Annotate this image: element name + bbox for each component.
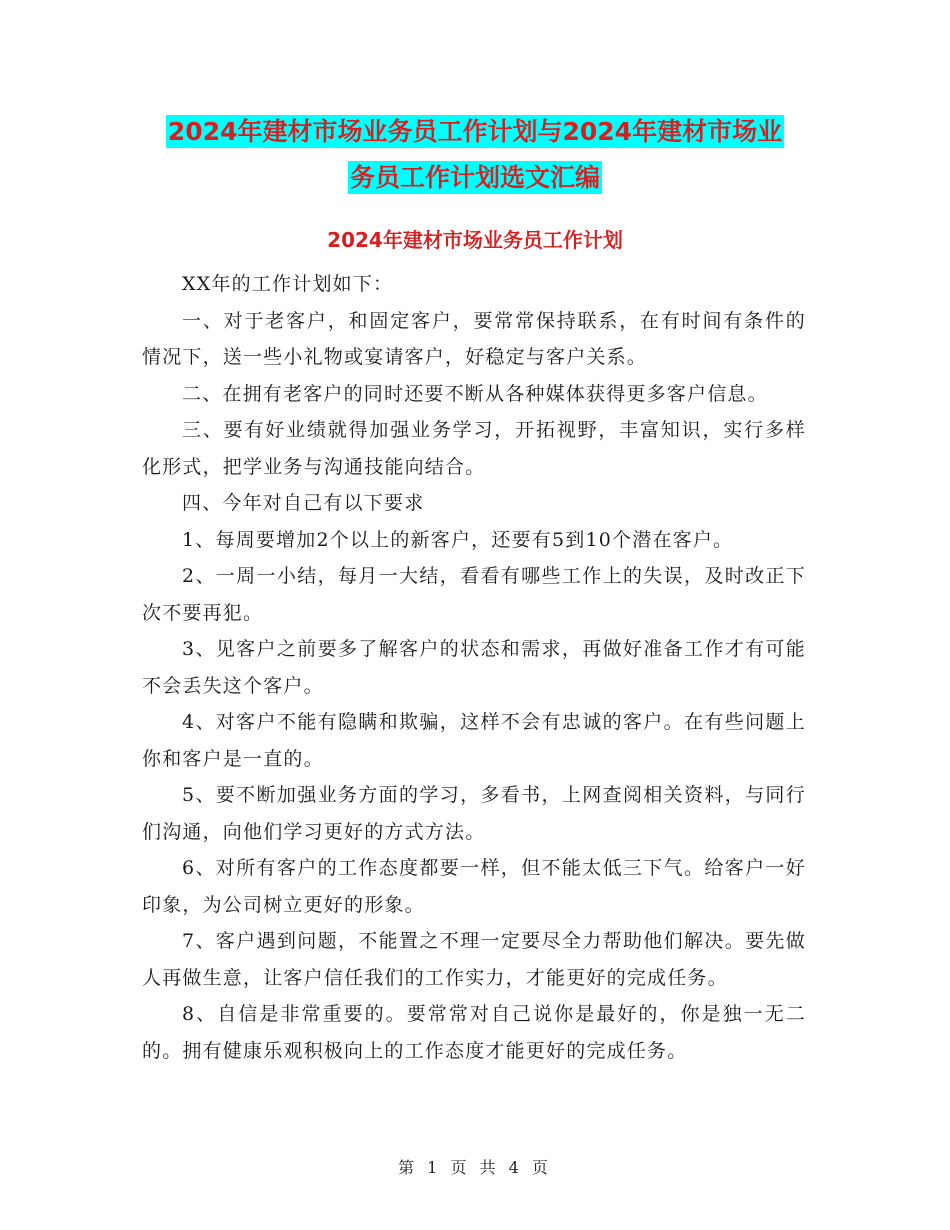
section-title: 2024年建材市场业务员工作计划 [327, 228, 623, 252]
title-highlight-2: 务员工作计划选文汇编 [349, 163, 600, 192]
paragraph: 四、今年对自己有以下要求 [182, 492, 425, 514]
paragraph: 一、对于老客户，和固定客户，要常常保持联系，在有时间有条件的情况下，送一些小礼物或宴请客户，好稳定与客户关系。 [142, 309, 806, 368]
list-item: 2、一周一小结，每月一大结，看看有哪些工作上的失误，及时改正下次不要再犯。 [142, 565, 806, 624]
list-item: 4、对客户不能有隐瞒和欺骗，这样不会有忠诚的客户。在有些问题上你和客户是一直的。 [142, 711, 806, 770]
list-item: 5、要不断加强业务方面的学习，多看书，上网查阅相关资料，与同行们沟通，向他们学习更好的方式方法。 [142, 784, 806, 843]
list-item: 8、自信是非常重要的。要常常对自己说你是最好的，你是独一无二的。拥有健康乐观积极向上的工作态度才能更好的完成任务。 [142, 1003, 806, 1062]
document-body [142, 266, 806, 1069]
document-title-line-2 [0, 158, 950, 194]
list-item: 6、对所有客户的工作态度都要一样，但不能太低三下气。给客户一好印象，为公司树立更好的形象。 [142, 857, 806, 916]
document-title-line-1 [0, 112, 950, 148]
list-item: 7、客户遇到问题，不能置之不理一定要尽全力帮助他们解决。要先做人再做生意，让客户信任我们的工作实力，才能更好的完成任务。 [142, 930, 806, 989]
paragraph-intro: XX年的工作计划如下： [182, 273, 394, 295]
paragraph: 三、要有好业绩就得加强业务学习，开拓视野，丰富知识，实行多样化形式，把学业务与沟通技能向结合。 [142, 419, 806, 478]
list-item: 1、每周要增加2个以上的新客户，还要有5到10个潜在客户。 [182, 528, 734, 551]
title-highlight-1: 2024年建材市场业务员工作计划与2024年建材市场业 [167, 117, 783, 146]
paragraph: 二、在拥有老客户的同时还要不断从各种媒体获得更多客户信息。 [182, 382, 768, 405]
list-item: 3、见客户之前要多了解客户的状态和需求，再做好准备工作才有可能不会丢失这个客户。 [142, 638, 806, 697]
page-footer: 第 1 页 共 4 页 [398, 1158, 552, 1177]
